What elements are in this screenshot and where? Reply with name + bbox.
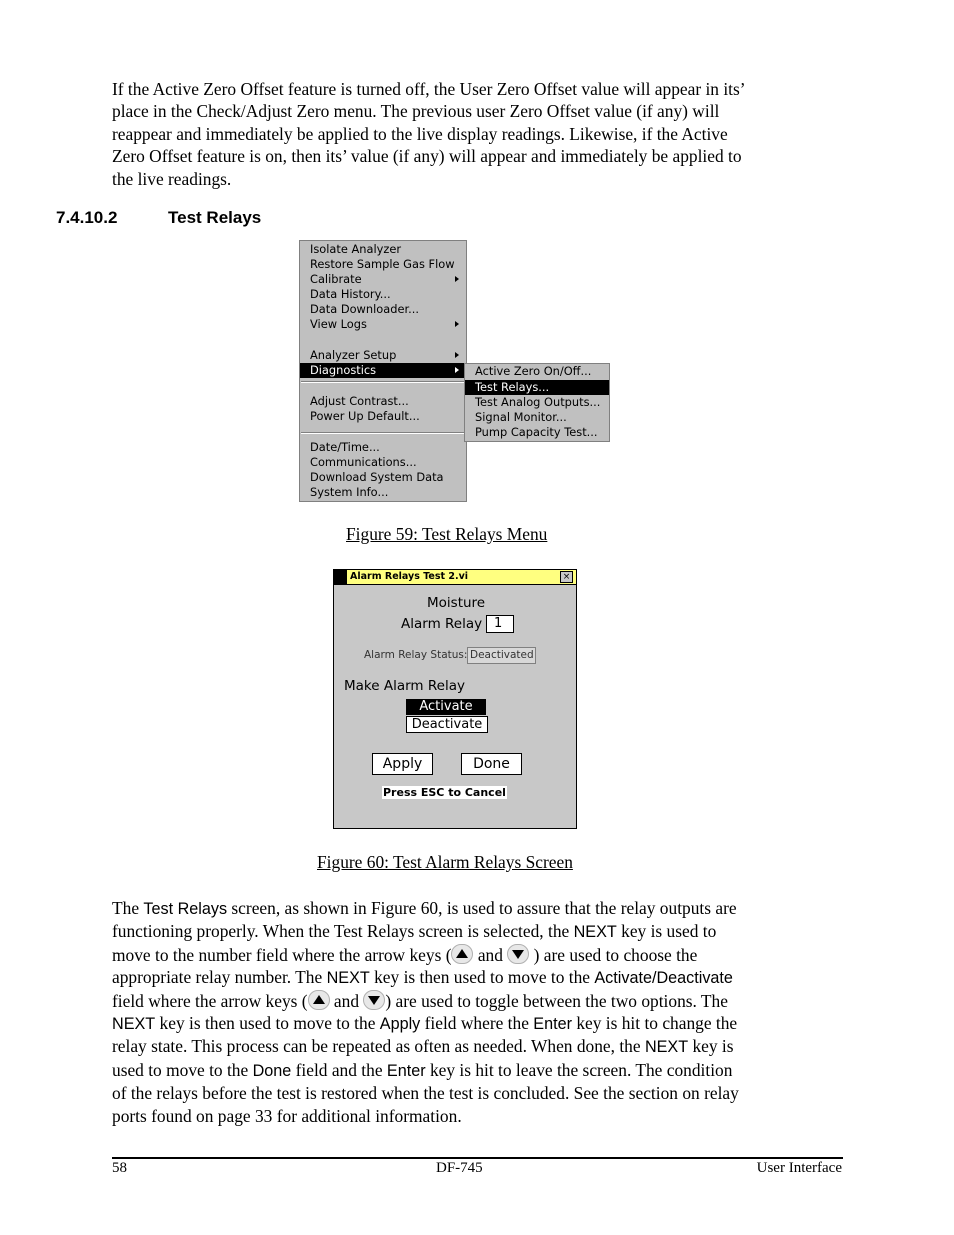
menu-item-label: Data History... <box>310 287 391 301</box>
body-line: The Test Relays screen, as shown in Figure 60, is used to assure that the relay outputs are <box>112 898 737 918</box>
menu-item-label: Restore Sample Gas Flow <box>310 257 455 271</box>
footer-rule <box>112 1157 843 1159</box>
menu-separator <box>301 381 465 383</box>
moisture-heading: Moisture <box>427 595 486 611</box>
submenu-item-label: Signal Monitor... <box>475 410 567 424</box>
menu-item-label: Data Downloader... <box>310 302 419 316</box>
body-paragraph <box>112 897 802 1127</box>
section-number: 7.4.10.2 <box>56 208 118 227</box>
submenu-item-pump-capacity-test[interactable] <box>465 425 609 440</box>
status-value: Deactivated <box>470 649 534 661</box>
menu-item-system-info[interactable] <box>300 485 466 500</box>
intro-paragraph <box>112 78 802 190</box>
main-menu <box>299 240 467 502</box>
body-line: field where the arrow keys ( and ) are used to toggle between the two options. The <box>112 990 728 1011</box>
up-arrow-key-icon <box>451 944 473 964</box>
key-enter: Enter <box>533 1015 572 1034</box>
term-apply: Apply <box>379 1015 421 1034</box>
alarm-relay-label: Alarm Relay <box>401 616 483 632</box>
done-button[interactable] <box>461 753 522 775</box>
body-line: appropriate relay number. The NEXT key is then used to move to the Activate/Deactivate <box>112 967 733 988</box>
menu-item-label: Power Up Default... <box>310 409 420 423</box>
activate-label: Activate <box>419 699 473 714</box>
menu-item-label: Diagnostics <box>310 363 377 377</box>
submenu-item-signal-monitor[interactable] <box>465 410 609 425</box>
term-activate-deactivate: Activate/Deactivate <box>594 969 733 988</box>
key-next: NEXT <box>112 1015 156 1034</box>
key-next: NEXT <box>573 923 617 942</box>
deactivate-label: Deactivate <box>411 717 483 732</box>
window-menu-icon[interactable] <box>334 570 347 584</box>
intro-line: If the Active Zero Offset feature is turned off, the User Zero Offset value will appear in its’ <box>112 79 746 99</box>
menu-item-label: Calibrate <box>310 272 362 286</box>
figure-59-caption: Figure 59: Test Relays Menu <box>346 524 548 544</box>
term-test-relays: Test Relays <box>143 900 228 918</box>
diagnostics-submenu <box>464 363 610 442</box>
status-field <box>467 647 536 664</box>
apply-button[interactable] <box>372 753 433 775</box>
make-alarm-relay-label: Make Alarm Relay <box>344 678 465 694</box>
footer-section: User Interface <box>756 1160 842 1176</box>
key-next: NEXT <box>326 969 370 988</box>
intro-line: place in the Check/Adjust Zero menu. The previous user Zero Offset value (if any) will <box>112 101 720 122</box>
key-enter: Enter <box>386 1061 426 1080</box>
intro-line: the live readings. <box>112 168 232 189</box>
submenu-item-label: Test Relays... <box>475 380 550 394</box>
menu-item-label: System Info... <box>310 485 389 499</box>
activate-option[interactable] <box>406 699 486 715</box>
body-line: used to move to the Done field and the Enter key is hit to leave the screen. The condition <box>112 1059 733 1080</box>
menu-item-label: Adjust Contrast... <box>310 394 409 408</box>
body-line: of the relays before the test is restored when the test is concluded. See the section on relay <box>112 1083 739 1104</box>
dialog-title: Alarm Relays Test 2.vi <box>350 571 469 582</box>
dialog-titlebar <box>334 570 576 585</box>
alarm-relays-dialog <box>333 569 577 829</box>
status-label: Alarm Relay Status: <box>364 649 468 661</box>
submenu-item-active-zero[interactable] <box>465 364 609 379</box>
submenu-item-label: Pump Capacity Test... <box>475 425 598 439</box>
apply-label: Apply <box>382 756 423 772</box>
down-arrow-key-icon <box>363 990 385 1010</box>
body-line: ports found on page 33 for additional information. <box>112 1105 462 1126</box>
body-line: functioning properly. When the Test Relays screen is selected, the NEXT key is used to <box>112 921 717 942</box>
menu-item-data-downloader[interactable] <box>300 302 466 317</box>
menu-item-analyzer-setup[interactable] <box>300 348 466 363</box>
footer-doc-id: DF-745 <box>436 1160 483 1176</box>
menu-item-label: Date/Time... <box>310 440 380 454</box>
esc-hint: Press ESC to Cancel <box>383 786 506 799</box>
submenu-arrow-icon <box>455 276 459 282</box>
alarm-relay-value: 1 <box>494 616 503 631</box>
submenu-item-test-relays[interactable] <box>465 380 609 395</box>
body-line: move to the number field where the arrow keys ( and ) are used to choose the <box>112 944 698 965</box>
menu-item-download-system-data[interactable] <box>300 470 466 485</box>
body-line: NEXT key is then used to move to the Apply field where the Enter key is hit to change the <box>112 1013 738 1034</box>
key-next: NEXT <box>644 1038 689 1057</box>
menu-separator <box>301 432 465 434</box>
menu-item-view-logs[interactable] <box>300 317 466 332</box>
submenu-item-label: Test Analog Outputs... <box>475 395 601 409</box>
menu-item-isolate-analyzer[interactable] <box>300 242 466 257</box>
menu-item-data-history[interactable] <box>300 287 466 302</box>
menu-item-power-up-default[interactable] <box>300 409 466 424</box>
menu-item-label: View Logs <box>310 317 367 331</box>
deactivate-option[interactable] <box>406 716 488 733</box>
submenu-arrow-icon <box>455 321 459 327</box>
submenu-arrow-icon <box>455 367 459 373</box>
close-icon[interactable]: × <box>560 571 573 583</box>
footer-page-number: 58 <box>112 1160 127 1176</box>
intro-line: reappear and immediately be applied to the live display readings. Likewise, if the Active <box>112 123 728 144</box>
menu-item-label: Download System Data <box>310 470 444 484</box>
body-line: relay state. This process can be repeated as often as needed. When done, the NEXT key is <box>112 1036 734 1057</box>
menu-item-adjust-contrast[interactable] <box>300 394 466 409</box>
section-heading <box>56 208 261 228</box>
down-arrow-key-icon <box>507 944 529 964</box>
menu-item-label: Isolate Analyzer <box>310 242 402 256</box>
alarm-relay-number-field[interactable] <box>486 615 514 633</box>
menu-item-label: Communications... <box>310 455 417 469</box>
menu-item-date-time[interactable] <box>300 440 466 455</box>
menu-item-label: Analyzer Setup <box>310 348 397 362</box>
submenu-arrow-icon <box>455 352 459 358</box>
figure-60-caption: Figure 60: Test Alarm Relays Screen <box>317 852 573 872</box>
menu-item-calibrate[interactable] <box>300 272 466 287</box>
up-arrow-key-icon <box>308 990 330 1010</box>
submenu-item-label: Active Zero On/Off... <box>475 364 592 378</box>
submenu-item-test-analog-outputs[interactable] <box>465 395 609 410</box>
menu-item-restore-sample-gas-flow[interactable] <box>300 257 466 272</box>
done-label: Done <box>473 756 510 772</box>
menu-item-communications[interactable] <box>300 455 466 470</box>
intro-line: Zero Offset feature is on, then its’ value (if any) will appear and immediately be applied to <box>112 146 742 167</box>
menu-item-diagnostics[interactable] <box>300 363 466 378</box>
section-title: Test Relays <box>168 208 262 227</box>
term-done: Done <box>252 1061 292 1080</box>
